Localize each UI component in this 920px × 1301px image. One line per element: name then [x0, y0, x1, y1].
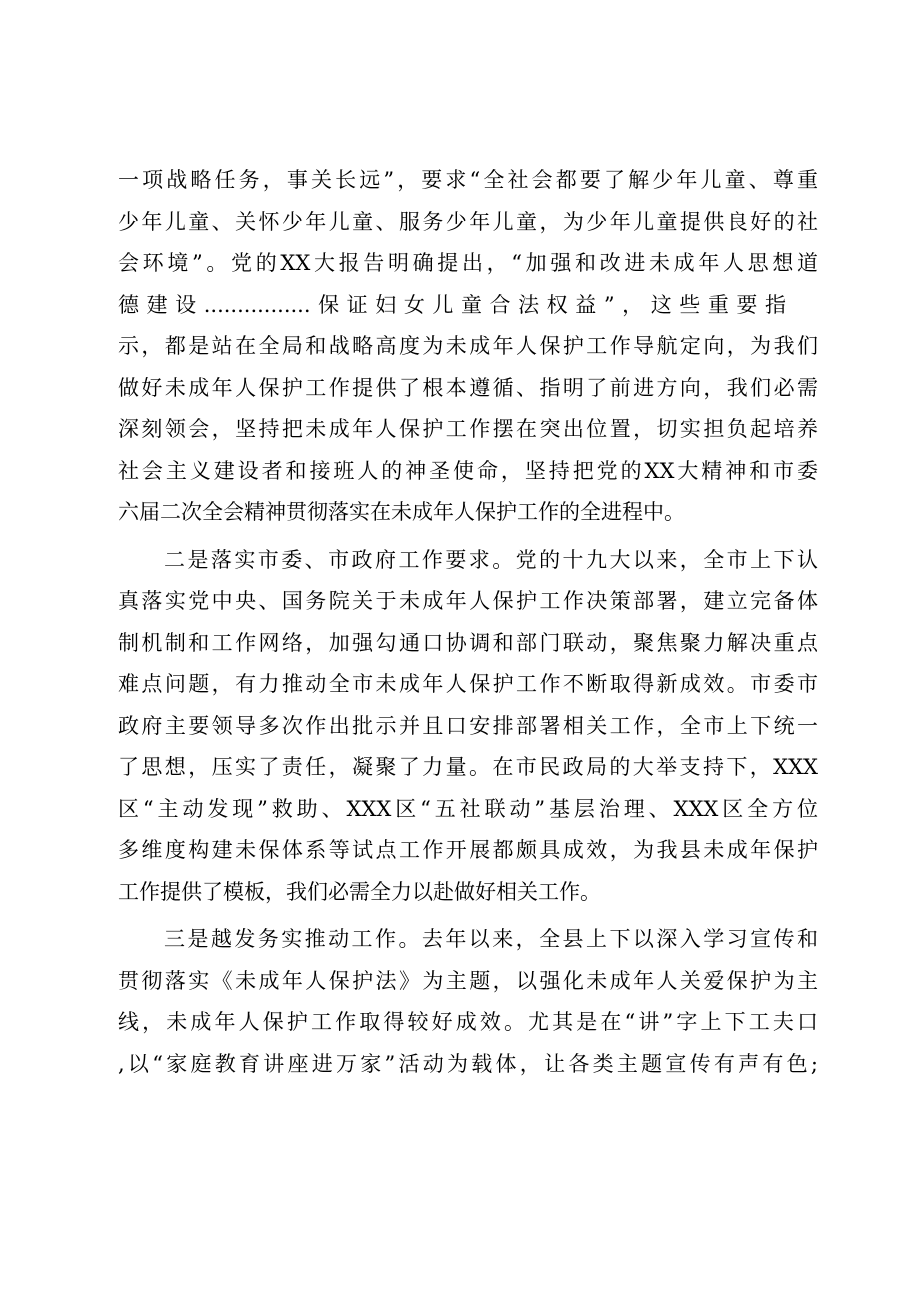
document-body	[118, 160, 818, 1085]
text-line: 深刻领会，坚持把未成年人保护工作摆在突出位置，切实担负起培养	[118, 417, 818, 441]
text-line: 贯彻落实《未成年人保护法》为主题，以强化未成年人关爱保护为主	[118, 968, 818, 993]
text-line: 三是越发务实推动工作。去年以来，全县上下以深入学习宣传和	[164, 927, 818, 951]
text-line: 制机制和工作网络，加强勾通口协调和部门联动，聚焦聚力解决重点	[118, 630, 818, 655]
text-line: 多维度构建未保体系等试点工作开展都颇具成效，为我县未成年保护	[118, 838, 818, 862]
text-line: ,以“家庭教育讲座进万家”活动为载体，让各类主题宣传有声有色;	[118, 1051, 818, 1076]
paragraph-2	[118, 540, 818, 914]
text-line: 了思想，压实了责任，凝聚了力量。在市民政局的大举支持下，XXX	[118, 755, 818, 779]
text-line: 工作提供了模板，我们必需全力以赴做好相关工作。	[118, 879, 601, 904]
text-line: 社会主义建设者和接班人的神圣使命，坚持把党的XX大精神和市委	[118, 458, 818, 483]
text-line: 政府主要领导多次作出批示并且口安排部署相关工作，全市上下统一	[118, 713, 818, 738]
text-line: 区“主动发现”救助、XXX区“五社联动”基层治理、XXX区全方位	[118, 796, 818, 821]
text-line: 一项战略任务，事关长远”，要求“全社会都要了解少年儿童、尊重	[118, 168, 818, 192]
paragraph-1	[118, 160, 818, 534]
text-line: 二是落实市委、市政府工作要求。党的十九大以来，全市上下认	[164, 547, 818, 572]
text-line: 线，未成年人保护工作取得较好成效。尤其是在“讲”字上下工夫口	[118, 1010, 818, 1034]
text-line: 六届二次全会精神贯彻落实在未成年人保护工作的全进程中。	[118, 500, 685, 524]
text-line: 会环境”。党的XX大报告明确提出，“加强和改进未成年人思想道	[118, 251, 818, 275]
text-line: 难点问题，有力推动全市未成年人保护工作不断取得新成效。市委市	[118, 672, 818, 696]
text-line: 少年儿童、关怀少年儿童、服务少年儿童，为少年儿童提供良好的社	[118, 209, 818, 234]
text-line: 真落实党中央、国务院关于未成年人保护工作决策部署，建立完备体	[118, 589, 818, 613]
paragraph-3	[118, 919, 818, 1085]
text-line: 做好未成年人保护工作提供了根本遵循、指明了前进方向，我们必需	[118, 375, 818, 400]
text-line: 示，都是站在全局和战略高度为未成年人保护工作导航定向，为我们	[118, 334, 818, 358]
text-line: 德建设................保证妇女儿童合法权益”，这些重要指	[118, 292, 786, 317]
